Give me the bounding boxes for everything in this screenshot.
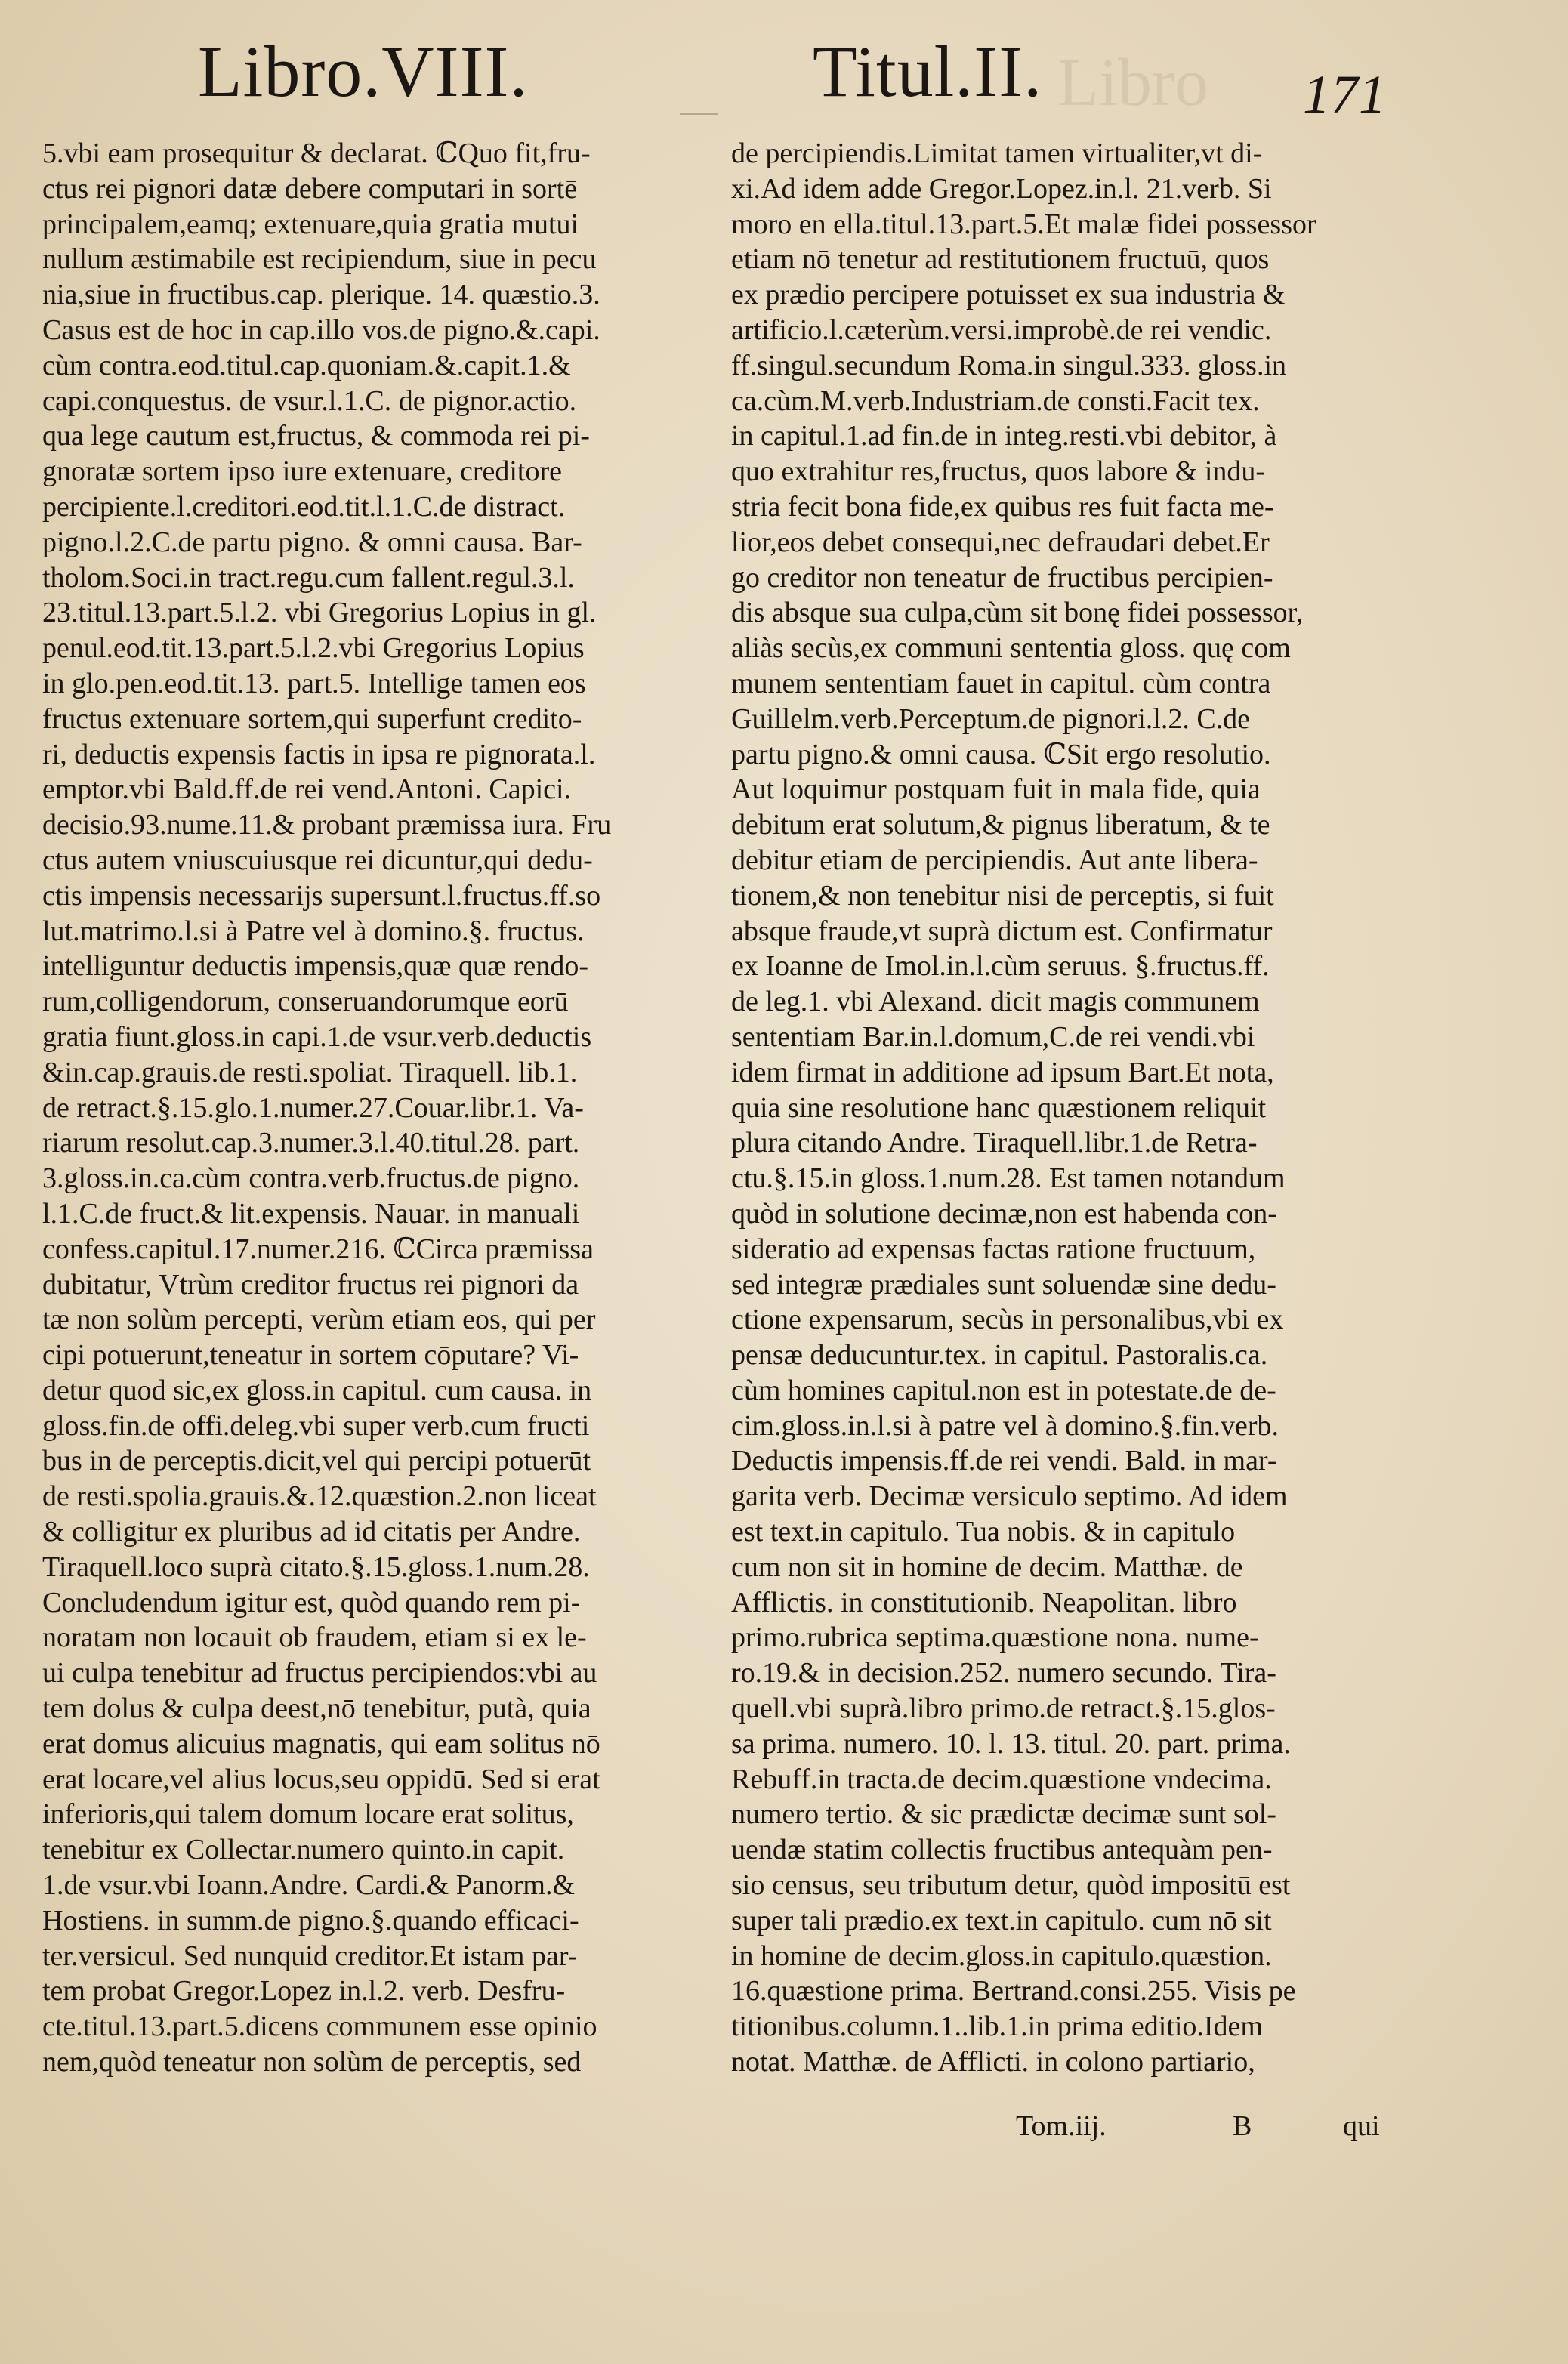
text-line: nullum æstimabile est recipiendum, siue in pecu: [42, 243, 597, 276]
text-line: de leg.1. vbi Alexand. dicit magis communem: [731, 986, 1260, 1018]
text-line: intelliguntur deductis impensis,quæ quæ rendo-: [42, 950, 588, 983]
text-line: in glo.pen.eod.tit.13. part.5. Intellige tamen eos: [42, 667, 586, 699]
text-line: tem dolus & culpa deest,nō tenebitur, putà, quia: [42, 1693, 591, 1725]
text-line: tem probat Gregor.Lopez in.l.2. verb. Desfru-: [42, 1975, 566, 2008]
text-line: moro en ella.titul.13.part.5.Et malæ fidei possessor: [731, 208, 1316, 240]
text-line: est text.in capitulo. Tua nobis. & in capitulo: [731, 1516, 1236, 1548]
text-line: absque fraude,vt suprà dictum est. Confirmatur: [731, 915, 1273, 947]
text-line: ex Ioanne de Imol.in.l.cùm seruus. §.fructus.ff.: [731, 950, 1270, 983]
running-head-title: Titul.II.: [813, 31, 1043, 112]
gathering-mark: B: [1233, 2110, 1252, 2142]
text-line: capi.conquestus. de vsur.l.1.C. de pignor.actio.: [42, 384, 577, 417]
text-line: dubitatur, Vtrùm creditor fructus rei pignori da: [42, 1268, 579, 1301]
text-line: 16.quæstione prima. Bertrand.consi.255. Visis pe: [731, 1975, 1296, 2008]
text-line: de resti.spolia.grauis.&.12.quæstion.2.non liceat: [42, 1480, 597, 1513]
text-line: debitur etiam de percipiendis. Aut ante libera-: [731, 844, 1258, 876]
text-line: in capitul.1.ad fin.de in integ.resti.vbi debitor, à: [731, 420, 1277, 452]
text-line: inferioris,qui talem domum locare erat solitus,: [42, 1798, 574, 1831]
text-line: emptor.vbi Bald.ff.de rei vend.Antoni. Capici.: [42, 773, 572, 806]
text-line: numero tertio. & sic prædictæ decimæ sunt sol-: [731, 1798, 1276, 1831]
text-line: Hostiens. in summ.de pigno.§.quando efficaci-: [42, 1904, 579, 1937]
text-line: quòd in solutione decimæ,non est habenda con-: [731, 1197, 1277, 1230]
text-line: tholom.Soci.in tract.regu.cum fallent.regul.3.l.: [42, 561, 575, 594]
text-line: artificio.l.cæterùm.versi.improbè.de rei vendic.: [731, 313, 1272, 346]
text-line: pensæ deducuntur.tex. in capitul. Pastoralis.ca.: [731, 1339, 1268, 1372]
text-line: bus in de perceptis.dicit,vel qui percipi potuerūt: [42, 1445, 591, 1477]
text-line: decisio.93.nume.11.& probant præmissa iura. Fru: [42, 809, 612, 841]
text-line: ctu.§.15.in gloss.1.num.28. Est tamen notandum: [731, 1162, 1286, 1195]
text-line: Casus est de hoc in cap.illo vos.de pigno.&.capi.: [42, 313, 600, 346]
text-line: sio census, seu tributum detur, quòd impositū est: [731, 1869, 1291, 1902]
text-line: gratia fiunt.gloss.in capi.1.de vsur.verb.deductis: [42, 1020, 592, 1053]
text-line: garita verb. Decimæ versiculo septimo. Ad idem: [731, 1480, 1288, 1513]
text-line: cùm homines capitul.non est in potestate.de de-: [731, 1374, 1276, 1406]
text-line: Deductis impensis.ff.de rei vendi. Bald. in mar-: [731, 1445, 1277, 1477]
text-line: ctione expensarum, secùs in personalibus,vbi ex: [731, 1304, 1284, 1336]
text-line: 3.gloss.in.ca.cùm contra.verb.fructus.de pigno.: [42, 1162, 580, 1195]
text-line: go creditor non teneatur de fructibus percipien-: [731, 561, 1273, 594]
text-line: ctus rei pignori datæ debere computari in sortē: [42, 172, 578, 205]
text-line: ctis impensis necessarijs supersunt.l.fructus.ff.so: [42, 879, 601, 912]
text-line: nia,siue in fructibus.cap. plerique. 14. quæstio.3.: [42, 279, 600, 311]
text-line: ff.singul.secundum Roma.in singul.333. gloss.in: [731, 349, 1287, 381]
text-line: primo.rubrica septima.quæstione nona. nume-: [731, 1622, 1259, 1654]
column-rule: [680, 113, 718, 115]
text-line: fructus extenuare sortem,qui superfunt credito-: [42, 702, 582, 735]
text-line: rum,colligendorum, conseruandorumque eorū: [42, 986, 569, 1018]
text-line: 1.de vsur.vbi Ioann.Andre. Cardi.& Panorm.&: [42, 1869, 576, 1902]
text-line: cum non sit in homine de decim. Matthæ. de: [731, 1551, 1243, 1583]
text-line: quo extrahitur res,fructus, quos labore & indu-: [731, 455, 1266, 488]
text-line: & colligitur ex pluribus ad id citatis per Andre.: [42, 1516, 581, 1548]
text-line: ex prædio percipere potuisset ex sua industria &: [731, 279, 1286, 311]
catchword: qui: [1343, 2110, 1380, 2142]
text-line: super tali prædio.ex text.in capitulo. cum nō sit: [731, 1904, 1272, 1937]
text-line: principalem,eamq; extenuare,quia gratia mutui: [42, 208, 579, 240]
text-line: nem,quòd teneatur non solùm de perceptis, sed: [42, 2046, 582, 2079]
text-line: confess.capitul.17.numer.216. ℂCirca præmissa: [42, 1233, 594, 1265]
text-line: Aut loquimur postquam fuit in mala fide, quia: [731, 773, 1261, 806]
text-line: gloss.fin.de offi.deleg.vbi super verb.cum fructi: [42, 1409, 590, 1442]
signature-mark: Tom.iij.: [1016, 2110, 1107, 2142]
text-line: qua lege cautum est,fructus, & commoda rei pi-: [42, 420, 590, 452]
text-line: Concludendum igitur est, quòd quando rem pi-: [42, 1586, 581, 1619]
text-line: idem firmat in additione ad ipsum Bart.Et nota,: [731, 1056, 1274, 1088]
text-line: uendæ statim collectis fructibus antequàm pen-: [731, 1834, 1273, 1866]
text-line: sideratio ad expensas factas ratione fructuum,: [731, 1233, 1256, 1265]
text-line: plura citando Andre. Tiraquell.libr.1.de Retra-: [731, 1127, 1258, 1159]
folio-number: 171: [1303, 64, 1387, 125]
text-line: Rebuff.in tracta.de decim.quæstione vndecima.: [731, 1763, 1272, 1795]
text-line: aliàs secùs,ex communi sententia gloss. quę com: [731, 632, 1291, 665]
text-line: ri, deductis expensis factis in ipsa re pignorata.l.: [42, 738, 596, 770]
text-line: 23.titul.13.part.5.l.2. vbi Gregorius Lopius in gl.: [42, 597, 597, 629]
text-line: dis absque sua culpa,cùm sit bonę fidei possessor,: [731, 597, 1304, 629]
left-text-column: [42, 136, 692, 2122]
text-line: sa prima. numero. 10. l. 13. titul. 20. part. prima.: [731, 1727, 1291, 1760]
text-line: ter.versicul. Sed nunquid creditor.Et istam par-: [42, 1940, 578, 1972]
text-line: tenebitur ex Collectar.numero quinto.in capit.: [42, 1834, 565, 1866]
text-line: sed integræ prædiales sunt soluendæ sine dedu-: [731, 1268, 1276, 1301]
text-line: xi.Ad idem adde Gregor.Lopez.in.l. 21.verb. Si: [731, 172, 1272, 205]
text-line: sententiam Bar.in.l.domum,C.de rei vendi.vbi: [731, 1020, 1255, 1053]
text-line: cùm contra.eod.titul.cap.quoniam.&.capit.1.&: [42, 349, 571, 381]
text-line: tionem,& non tenebitur nisi de perceptis, si fuit: [731, 879, 1274, 912]
text-line: quia sine resolutione hanc quæstionem reliquit: [731, 1091, 1267, 1124]
text-line: lut.matrimo.l.si à Patre vel à domino.§. fructus.: [42, 915, 585, 947]
text-line: erat locare,vel alius locus,seu oppidū. Sed si erat: [42, 1763, 600, 1795]
text-line: riarum resolut.cap.3.numer.3.l.40.titul.28. part.: [42, 1127, 580, 1159]
text-line: 5.vbi eam prosequitur & declarat. ℂQuo fit,fru-: [42, 137, 591, 169]
text-line: l.1.C.de fruct.& lit.expensis. Nauar. in manuali: [42, 1197, 580, 1230]
text-line: noratam non locauit ob fraudem, etiam si ex le-: [42, 1622, 587, 1654]
text-line: quell.vbi suprà.libro primo.de retract.§.15.glos-: [731, 1693, 1276, 1725]
text-line: cim.gloss.in.l.si à patre vel à domino.§.fin.verb.: [731, 1409, 1279, 1442]
text-line: lior,eos debet consequi,nec defraudari debet.Er: [731, 526, 1270, 558]
text-line: ro.19.& in decision.252. numero secundo. Tira-: [731, 1657, 1276, 1690]
text-line: Tiraquell.loco suprà citato.§.15.gloss.1.num.28.: [42, 1551, 590, 1583]
text-line: ui culpa tenebitur ad fructus percipiendos:vbi au: [42, 1657, 597, 1690]
text-line: cte.titul.13.part.5.dicens communem esse opinio: [42, 2011, 597, 2043]
text-line: &in.cap.grauis.de resti.spoliat. Tiraquell. lib.1.: [42, 1056, 578, 1088]
text-line: in homine de decim.gloss.in capitulo.quæstion.: [731, 1940, 1272, 1972]
show-through-text: Libro: [1057, 45, 1208, 120]
text-line: notat. Matthæ. de Afflicti. in colono partiario,: [731, 2046, 1255, 2079]
text-line: detur quod sic,ex gloss.in capitul. cum causa. in: [42, 1374, 592, 1406]
text-line: etiam nō tenetur ad restitutionem fructuū, quos: [731, 243, 1270, 276]
text-line: debitum erat solutum,& pignus liberatum, & te: [731, 809, 1270, 841]
text-line: de retract.§.15.glo.1.numer.27.Couar.libr.1. Va-: [42, 1091, 584, 1124]
text-line: tæ non solùm percepti, verùm etiam eos, qui per: [42, 1304, 596, 1336]
text-line: percipiente.l.creditori.eod.tit.l.1.C.de distract.: [42, 490, 566, 523]
text-line: penul.eod.tit.13.part.5.l.2.vbi Gregorius Lopius: [42, 632, 585, 665]
running-head-book: Libro.VIII.: [198, 31, 529, 112]
text-line: ca.cùm.M.verb.Industriam.de consti.Facit tex.: [731, 384, 1260, 417]
text-line: pigno.l.2.C.de partu pigno. & omni causa. Bar-: [42, 526, 582, 558]
text-line: de percipiendis.Limitat tamen virtualiter,vt di-: [731, 137, 1263, 169]
text-line: munem sententiam fauet in capitul. cùm contra: [731, 667, 1271, 699]
right-text-column: [731, 136, 1396, 2122]
text-line: Afflictis. in constitutionib. Neapolitan. libro: [731, 1586, 1237, 1619]
text-line: gnoratæ sortem ipso iure extenuare, creditore: [42, 455, 562, 488]
text-line: partu pigno.& omni causa. ℂSit ergo resolutio.: [731, 738, 1271, 770]
text-line: Guillelm.verb.Perceptum.de pignori.l.2. C.de: [731, 702, 1251, 735]
text-line: erat domus alicuius magnatis, qui eam solitus nō: [42, 1727, 600, 1760]
text-line: titionibus.column.1..lib.1.in prima editio.Idem: [731, 2011, 1263, 2043]
text-line: ctus autem vniuscuiusque rei dicuntur,qui dedu-: [42, 844, 593, 876]
text-line: stria fecit bona fide,ex quibus res fuit facta me-: [731, 490, 1274, 523]
text-line: cipi potuerunt,teneatur in sortem cōputare? Vi-: [42, 1339, 579, 1372]
